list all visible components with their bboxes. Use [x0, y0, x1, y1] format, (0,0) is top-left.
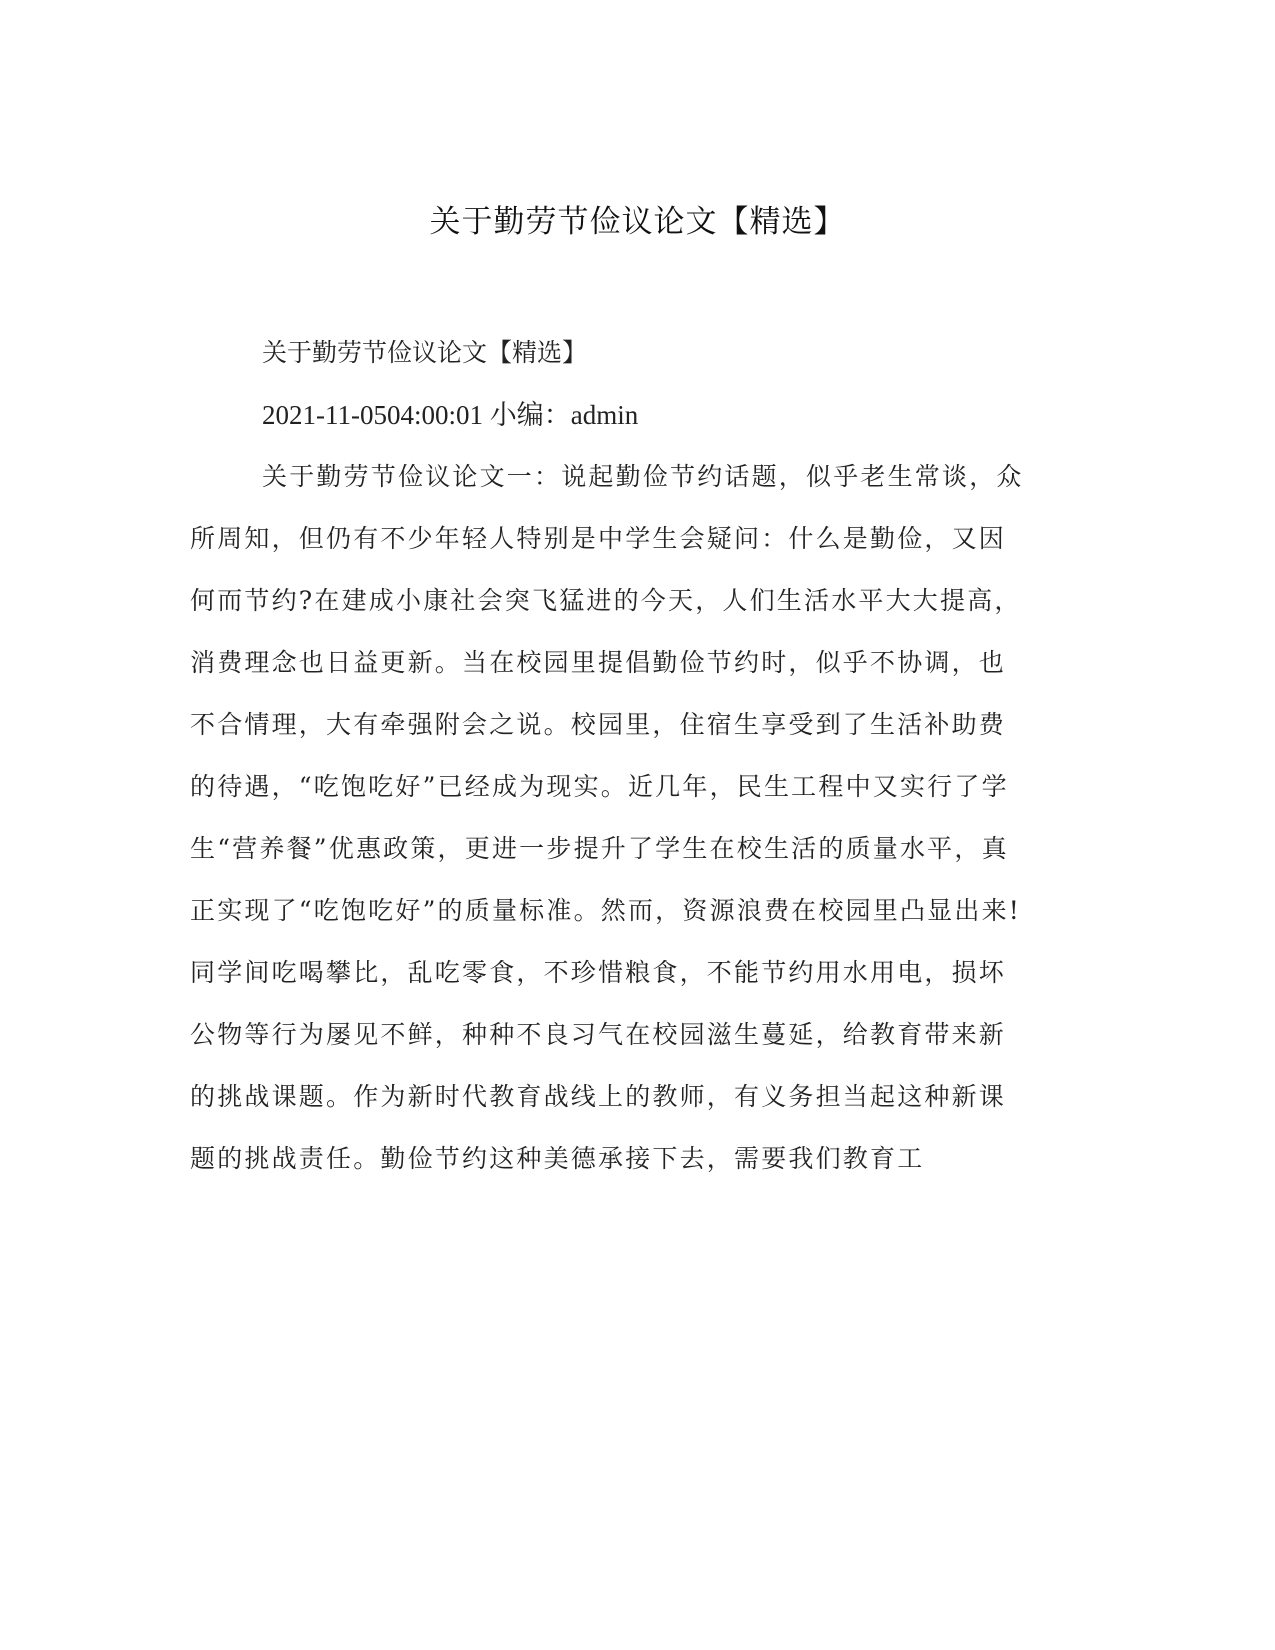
paragraph-line: 所周知，但仍有不少年轻人特别是中学生会疑问：什么是勤俭，又因 — [190, 524, 1007, 553]
paragraph-line: 不合情理，大有牵强附会之说。校园里，住宿生享受到了生活补助费 — [190, 710, 1007, 739]
document-body — [190, 322, 1086, 1190]
paragraph-line: 正实现了“吃饱吃好”的质量标准。然而，资源浪费在校园里凸显出来! — [190, 896, 1022, 925]
subtitle-line: 关于勤劳节俭议论文【精选】 — [262, 338, 588, 367]
paragraph-line: 题的挑战责任。勤俭节约这种美德承接下去，需要我们教育工 — [190, 1144, 925, 1173]
meta-line: 2021-11-0504:00:01 小编：admin — [262, 400, 639, 430]
paragraph-line: 的待遇，“吃饱吃好”已经成为现实。近几年，民生工程中又实行了学 — [190, 772, 1009, 801]
paragraph-line: 何而节约?在建成小康社会突飞猛进的今天，人们生活水平大大提高， — [190, 586, 1022, 615]
document-title: 关于勤劳节俭议论文【精选】 — [429, 204, 846, 240]
paragraph-line: 同学间吃喝攀比，乱吃零食，不珍惜粮食，不能节约用水用电，损坏 — [190, 958, 1007, 987]
paragraph-line: 的挑战课题。作为新时代教育战线上的教师，有义务担当起这种新课 — [190, 1082, 1007, 1111]
paragraph-line: 公物等行为屡见不鲜，种种不良习气在校园滋生蔓延，给教育带来新 — [190, 1020, 1007, 1049]
paragraph — [190, 446, 1086, 1190]
paragraph-line: 关于勤劳节俭议论文一：说起勤俭节约话题，似乎老生常谈，众 — [262, 462, 1024, 491]
paragraph-line: 生“营养餐”优惠政策，更进一步提升了学生在校生活的质量水平，真 — [190, 834, 1009, 863]
paragraph-line: 消费理念也日益更新。当在校园里提倡勤俭节约时，似乎不协调，也 — [190, 648, 1007, 677]
